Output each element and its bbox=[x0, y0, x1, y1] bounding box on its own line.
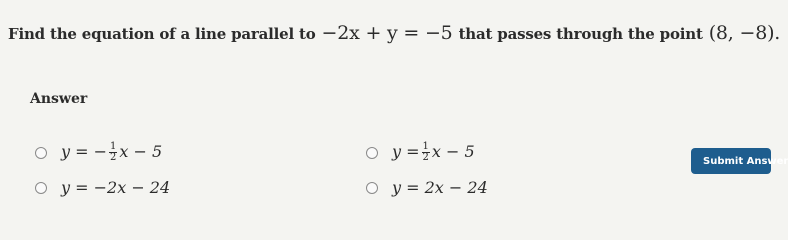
answer-label: Answer bbox=[30, 91, 88, 107]
question-prefix: Find the equation of a line parallel to bbox=[8, 25, 316, 43]
option-a-lhs: y = − bbox=[61, 142, 108, 161]
fraction-numerator: 1 bbox=[110, 141, 117, 152]
radio-button[interactable] bbox=[366, 147, 378, 159]
option-a[interactable] bbox=[35, 142, 162, 163]
submit-answer-button[interactable]: Submit Answer bbox=[691, 148, 771, 174]
option-b[interactable] bbox=[366, 142, 475, 163]
option-d-equation: y = 2x − 24 bbox=[392, 178, 488, 197]
option-a-rhs: x − 5 bbox=[119, 142, 163, 161]
option-b-fraction bbox=[422, 142, 430, 163]
fraction-numerator: 1 bbox=[422, 141, 429, 152]
option-b-rhs: x − 5 bbox=[431, 142, 475, 161]
question-middle: that passes through the point bbox=[458, 25, 703, 43]
radio-button[interactable] bbox=[366, 182, 378, 194]
option-d[interactable] bbox=[366, 178, 488, 197]
question-text bbox=[8, 22, 786, 44]
given-point: (8, −8). bbox=[708, 22, 781, 44]
option-c-equation: y = −2x − 24 bbox=[61, 178, 171, 197]
radio-button[interactable] bbox=[35, 182, 47, 194]
option-b-equation bbox=[392, 142, 475, 163]
option-a-fraction bbox=[109, 142, 117, 163]
fraction-denominator: 2 bbox=[110, 152, 117, 163]
fraction-denominator: 2 bbox=[422, 152, 429, 163]
radio-button[interactable] bbox=[35, 147, 47, 159]
option-b-lhs: y = bbox=[392, 142, 420, 161]
option-a-equation bbox=[61, 142, 162, 163]
option-c[interactable] bbox=[35, 178, 170, 197]
given-equation: −2x + y = −5 bbox=[321, 22, 453, 44]
